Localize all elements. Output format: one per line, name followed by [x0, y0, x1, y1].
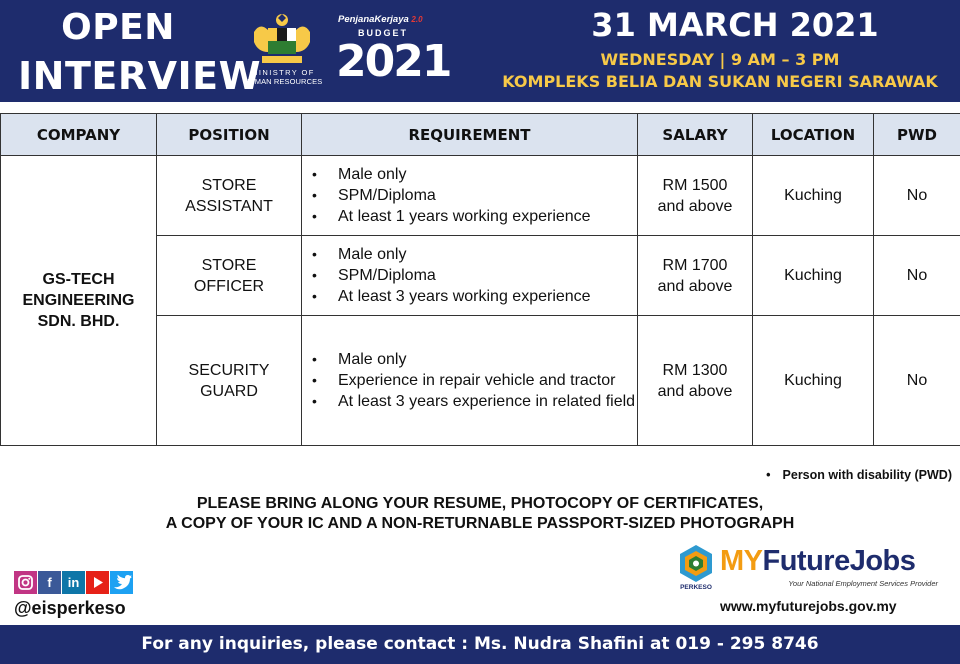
header-banner [0, 0, 960, 102]
position-line: SECURITY [188, 361, 270, 379]
social-handle[interactable]: @eisperkeso [14, 598, 126, 618]
requirement-item: • Experience in repair vehicle and tractor [312, 370, 637, 391]
position-cell [157, 316, 302, 446]
company-name-cell [1, 156, 157, 446]
location-cell: Kuching [753, 236, 874, 316]
position-line: STORE [201, 176, 257, 194]
pwd-cell: No [874, 236, 960, 316]
event-title-line1: OPEN [61, 7, 175, 48]
documents-notice [60, 494, 900, 534]
event-date: 31 MARCH 2021 [591, 6, 879, 44]
salary-cell [638, 156, 753, 236]
requirement-item: • Male only [312, 164, 637, 185]
position-cell [157, 156, 302, 236]
event-title-line2: INTERVIEW [18, 54, 262, 98]
column-header-requirement: REQUIREMENT [302, 114, 638, 156]
pwd-legend: • Person with disability (PWD) [766, 468, 952, 482]
salary-cell [638, 316, 753, 446]
facebook-icon[interactable]: f [38, 571, 61, 594]
contact-text: For any inquiries, please contact : Ms. Nudra Shafini at 019 - 295 8746 [141, 634, 819, 654]
column-header-location: LOCATION [753, 114, 874, 156]
salary-amount: RM 1700 [662, 256, 728, 274]
social-icons [14, 571, 134, 595]
twitter-icon[interactable] [110, 571, 133, 594]
contact-bar [0, 625, 960, 664]
myfuturejobs-tagline: Your National Employment Services Provider [788, 579, 938, 588]
column-header-company: COMPANY [1, 114, 157, 156]
brand-suffix: FutureJobs [762, 545, 916, 577]
position-line: ASSISTANT [185, 197, 273, 215]
table-header-row [1, 114, 960, 156]
budget-2021-logo [336, 14, 451, 94]
company-name-line: GS-TECH [42, 271, 115, 288]
salary-amount: RM 1500 [662, 176, 728, 194]
myfuturejobs-brand [720, 545, 915, 577]
location-cell: Kuching [753, 316, 874, 446]
requirement-list [312, 164, 637, 227]
requirement-item: • At least 3 years experience in related field [312, 391, 637, 412]
instagram-icon[interactable] [14, 571, 37, 594]
perkeso-logo-icon [676, 543, 716, 587]
requirement-item: • At least 3 years working experience [312, 286, 637, 307]
salary-amount: RM 1300 [662, 361, 728, 379]
documents-notice-line2: A COPY OF YOUR IC AND A NON-RETURNABLE PASSPORT-SIZED PHOTOGRAPH [165, 515, 795, 532]
perkeso-label: PERKESO [680, 584, 712, 591]
pwd-cell: No [874, 156, 960, 236]
salary-qualifier: and above [657, 197, 733, 215]
requirement-list [312, 349, 637, 412]
penjanakerjaya-version: 2.0 [411, 15, 423, 24]
requirement-cell [302, 156, 638, 236]
position-cell [157, 236, 302, 316]
column-header-salary: SALARY [638, 114, 753, 156]
position-line: OFFICER [193, 277, 265, 295]
documents-notice-line1: PLEASE BRING ALONG YOUR RESUME, PHOTOCOPY OF CERTIFICATES, [196, 495, 764, 512]
salary-qualifier: and above [657, 277, 733, 295]
salary-cell [638, 236, 753, 316]
location-cell: Kuching [753, 156, 874, 236]
position-line: STORE [201, 256, 257, 274]
coat-of-arms-icon [250, 12, 314, 66]
ministry-name [228, 68, 338, 86]
event-venue: KOMPLEKS BELIA DAN SUKAN NEGERI SARAWAK [502, 72, 938, 91]
youtube-icon[interactable] [86, 571, 109, 594]
column-header-pwd: PWD [874, 114, 960, 156]
column-header-position: POSITION [157, 114, 302, 156]
requirement-item: • Male only [312, 349, 637, 370]
website-link[interactable]: www.myfuturejobs.gov.my [720, 598, 897, 614]
salary-qualifier: and above [657, 382, 733, 400]
budget-label: BUDGET [358, 28, 408, 38]
company-name-line: SDN. BHD. [37, 313, 120, 330]
ministry-name-line1: MINISTRY OF [251, 68, 315, 77]
myfuturejobs-logo [676, 543, 946, 595]
vacancy-table [0, 113, 960, 446]
budget-year: 2021 [336, 36, 451, 87]
event-title [18, 4, 262, 100]
ministry-logo [228, 12, 338, 92]
requirement-cell [302, 236, 638, 316]
requirement-item: • SPM/Diploma [312, 185, 637, 206]
requirement-list [312, 244, 637, 307]
ministry-name-line2: HUMAN RESOURCES [243, 77, 323, 86]
position-line: GUARD [200, 382, 258, 400]
requirement-item: • Male only [312, 244, 637, 265]
brand-prefix: MY [720, 545, 763, 577]
requirement-item: • SPM/Diploma [312, 265, 637, 286]
penjanakerjaya-label: PenjanaKerjaya 2.0 [338, 14, 423, 25]
linkedin-icon[interactable]: in [62, 571, 85, 594]
event-time: WEDNESDAY | 9 AM – 3 PM [600, 50, 840, 69]
requirement-cell [302, 316, 638, 446]
table-row [1, 156, 960, 236]
pwd-cell: No [874, 316, 960, 446]
requirement-item: • At least 1 years working experience [312, 206, 637, 227]
company-name-line: ENGINEERING [22, 292, 135, 309]
